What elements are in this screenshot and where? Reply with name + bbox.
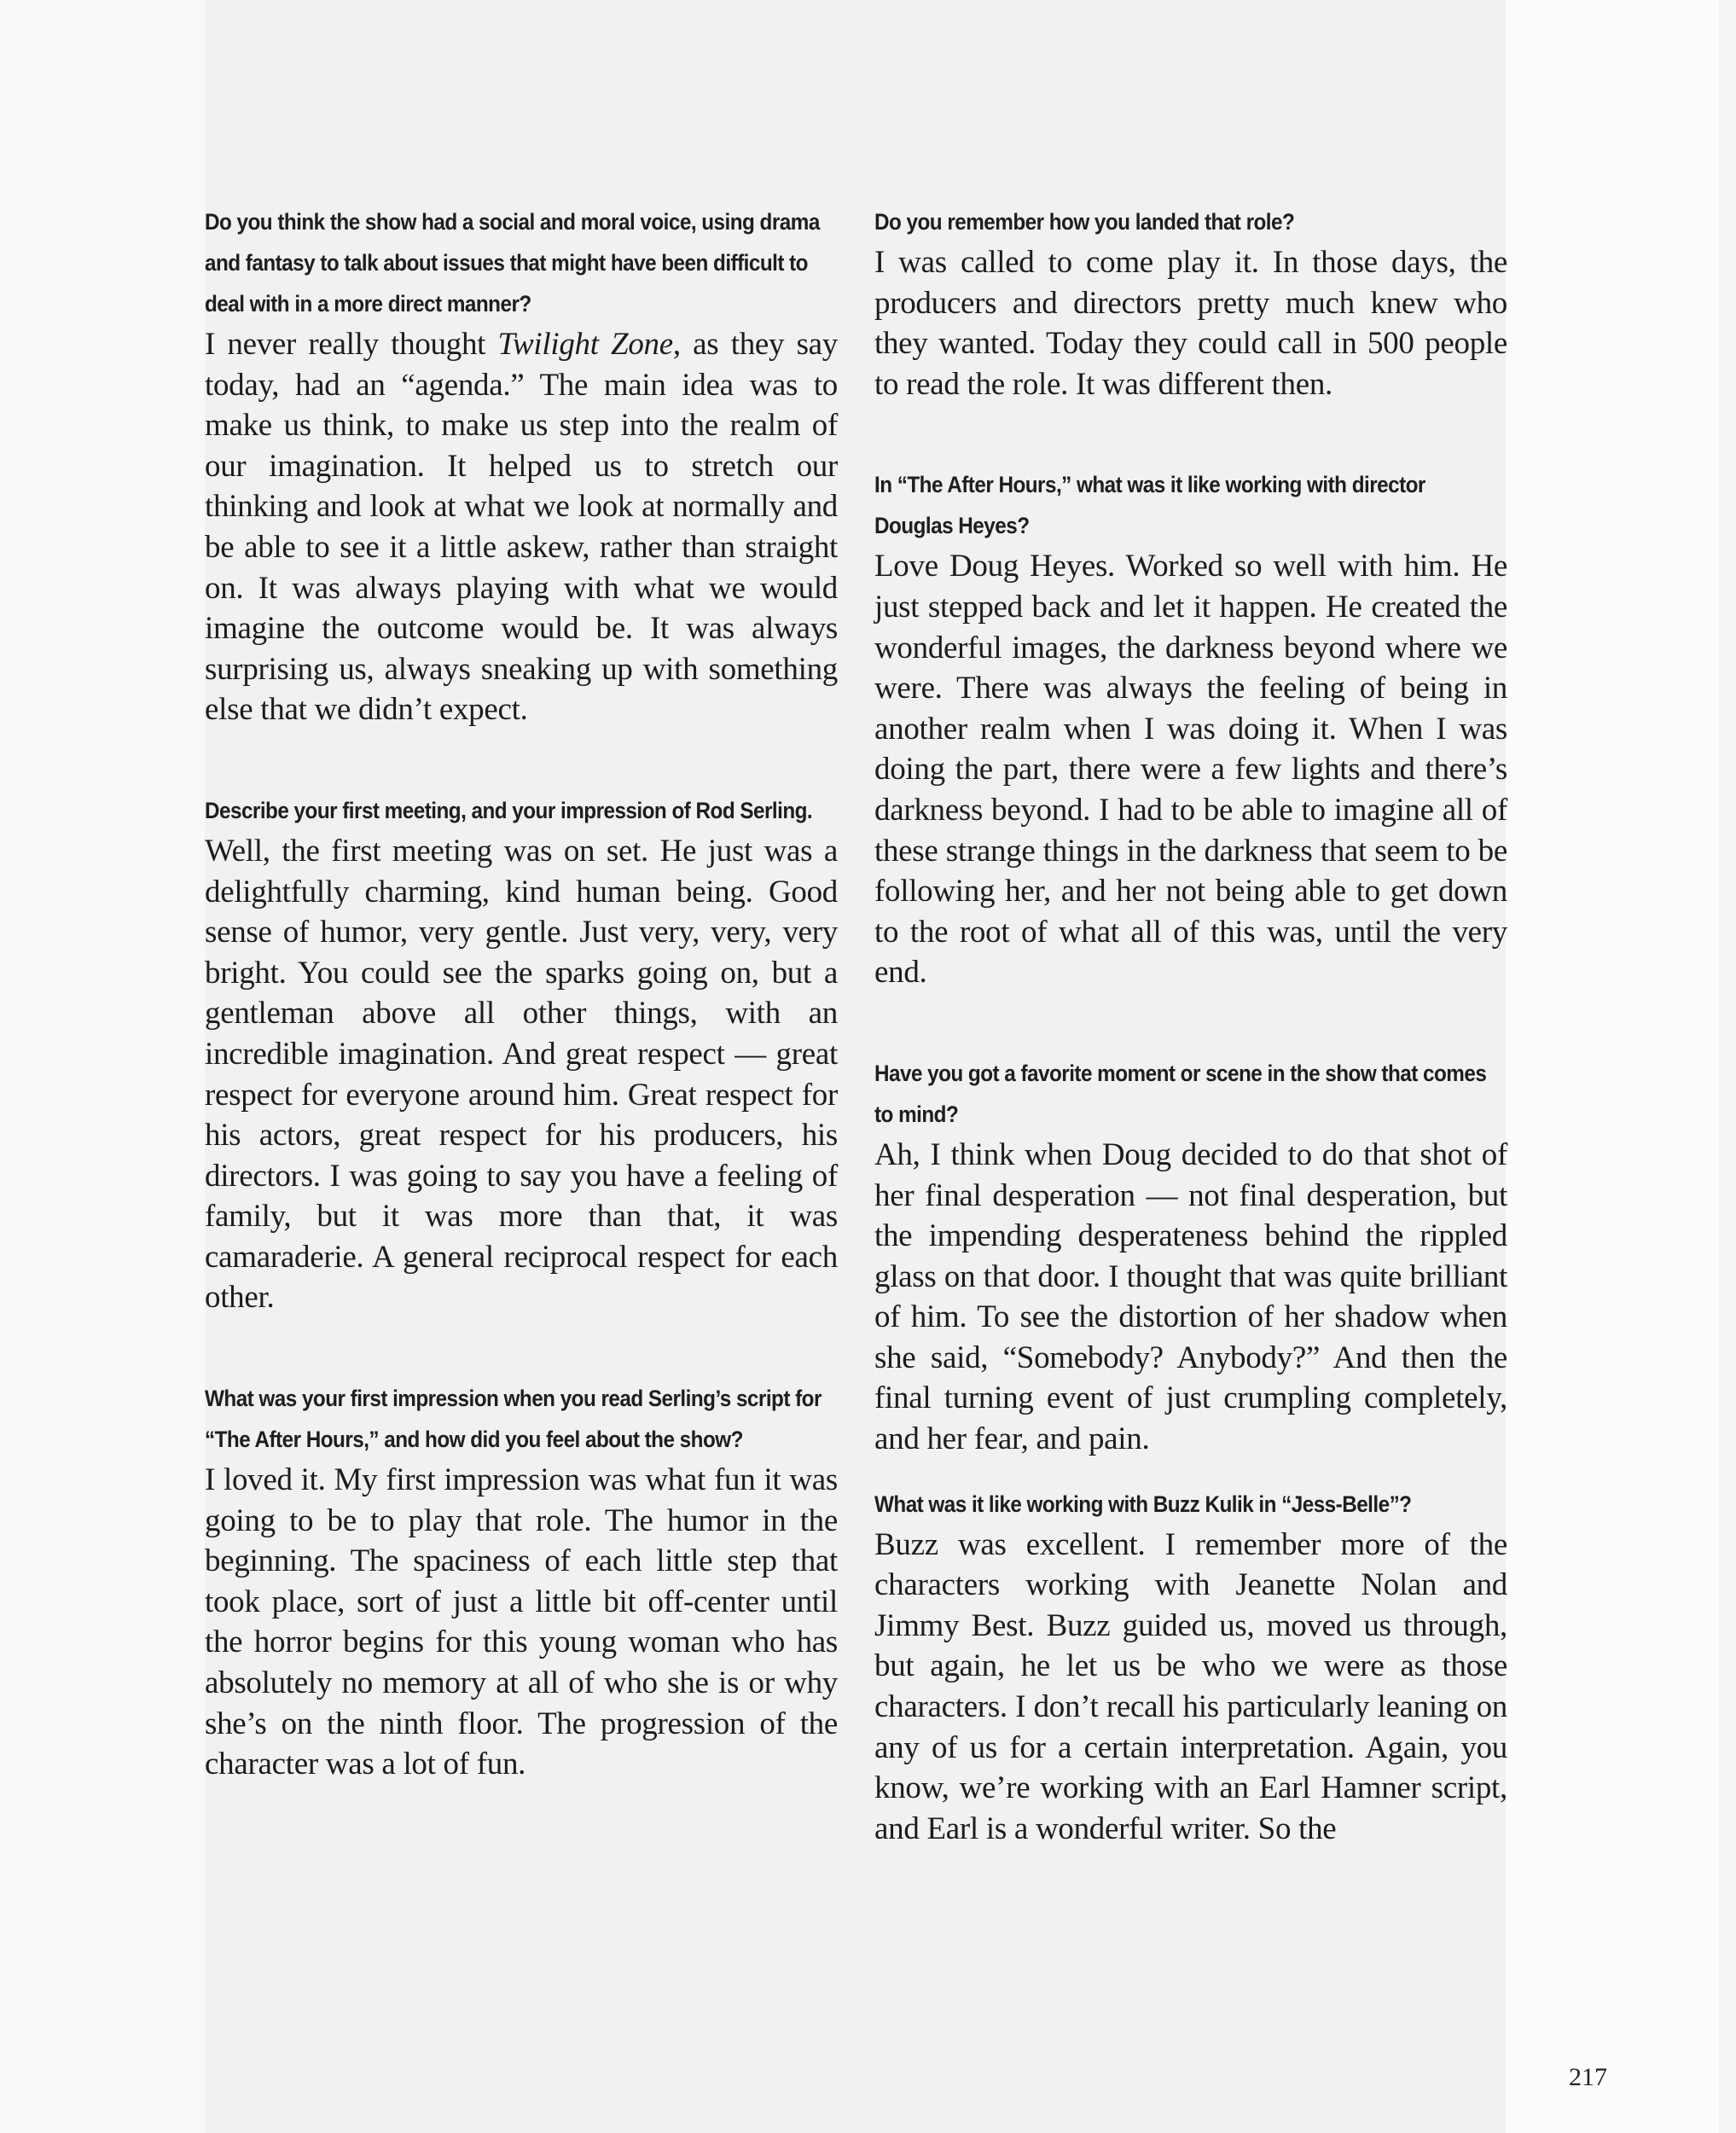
question: What was your first impression when you read Serling’s script for “The After Hours,” and how did you feel about the show?: [205, 1386, 822, 1453]
page-number: 217: [1569, 2063, 1607, 2091]
answer: Buzz was excellent. I remember more of the characters working with Jeanette Nolan and Jimmy Best. Buzz guided us, moved us through, but again, he let us be who we were as those characters. I don’t recall his particularly leaning on any of us for a certain interpretation. Again, you know, we’re working with an Earl Hamner script, and Earl is a wonderful writer. So the: [874, 1526, 1507, 1846]
answer: I was called to come play it. In those days, the producers and directors pretty much knew who they wanted. Today they could call in 500 people to read the role. It was different then.: [874, 245, 1507, 402]
question: Have you got a favorite moment or scene in the show that comes to mind?: [874, 1060, 1487, 1127]
answer: Love Doug Heyes. Worked so well with him. He just stepped back and let it happen. He created the wonderful images, the darkness beyond where we were. There was always the feeling of being in another realm when I was doing it. When I was doing the part, there were a few lights and there’s darkness beyond. I had to be able to imagine all of these strange things in the darkness that seem to be following her, and her not being able to get down to the root of what all of this was, until the very end.: [874, 549, 1507, 991]
answer-text: I never really thought: [205, 327, 498, 362]
left-column: [205, 201, 838, 1785]
answer: [205, 324, 838, 730]
answer: Well, the first meeting was on set. He just was a delightfully charming, kind human being. Good sense of humor, very gentle. Just very, very, very bright. You could see the sparks going on, but a gentleman above all other things, with an incredible imagination. And great respect — great respect for everyone around him. Great respect for his actors, great respect for his producers, his directors. I was going to say you have a feeling of family, but it was more than that, it was camaraderie. A general reciprocal respect for each other.: [205, 833, 838, 1316]
answer: Ah, I think when Doug decided to do that shot of her final desperation — not final desperation, but the impending desperateness behind the rippled glass on that door. I thought that was quite brilliant of him. To see the distortion of her shadow when she said, “Somebody? Anybody?” And then the final turning event of just crumpling completely, and her fear, and pain.: [874, 1136, 1507, 1457]
qa-block: [874, 1053, 1507, 1460]
show-title: Twilight Zone: [497, 327, 673, 362]
qa-block: [205, 201, 838, 730]
qa-block: [874, 1484, 1507, 1850]
qa-block: [205, 1378, 838, 1785]
page-margin-left: [0, 0, 205, 2133]
answer: I loved it. My first impression was what fun it was going to be to play that role. The humor in the beginning. The spaciness of each little step that took place, sort of just a little bit off-center until the horror begins for this young woman who has absolutely no memory at all of who she is or why she’s on the ninth floor. The progression of the character was a lot of fun.: [205, 1462, 838, 1782]
page-margin-right: [1506, 0, 1719, 2133]
qa-block: [205, 790, 838, 1318]
answer-text: , as they say today, had an “agenda.” The main idea was to make us think, to make us step into the realm of our imagination. It helped us to stretch our thinking and look at what we look at normally and be able to see it a little askew, rather than straight on. It was always playing with what we would imagine the outcome would be. It was always surprising us, always sneaking up with something else that we didn’t expect.: [205, 327, 838, 728]
question: In “The After Hours,” what was it like working with director Douglas Heyes?: [874, 472, 1425, 539]
question: Describe your first meeting, and your impression of Rod Serling.: [205, 797, 813, 823]
qa-block: [874, 464, 1507, 993]
question: What was it like working with Buzz Kulik in “Jess-Belle”?: [874, 1491, 1412, 1517]
right-column: [874, 201, 1507, 1849]
question: Do you remember how you landed that role?: [874, 209, 1295, 235]
qa-block: [874, 201, 1507, 404]
question: Do you think the show had a social and moral voice, using drama and fantasy to talk about issues that might have been difficult to deal with in a more direct manner?: [205, 209, 820, 317]
page-edge: [1719, 0, 1736, 2133]
